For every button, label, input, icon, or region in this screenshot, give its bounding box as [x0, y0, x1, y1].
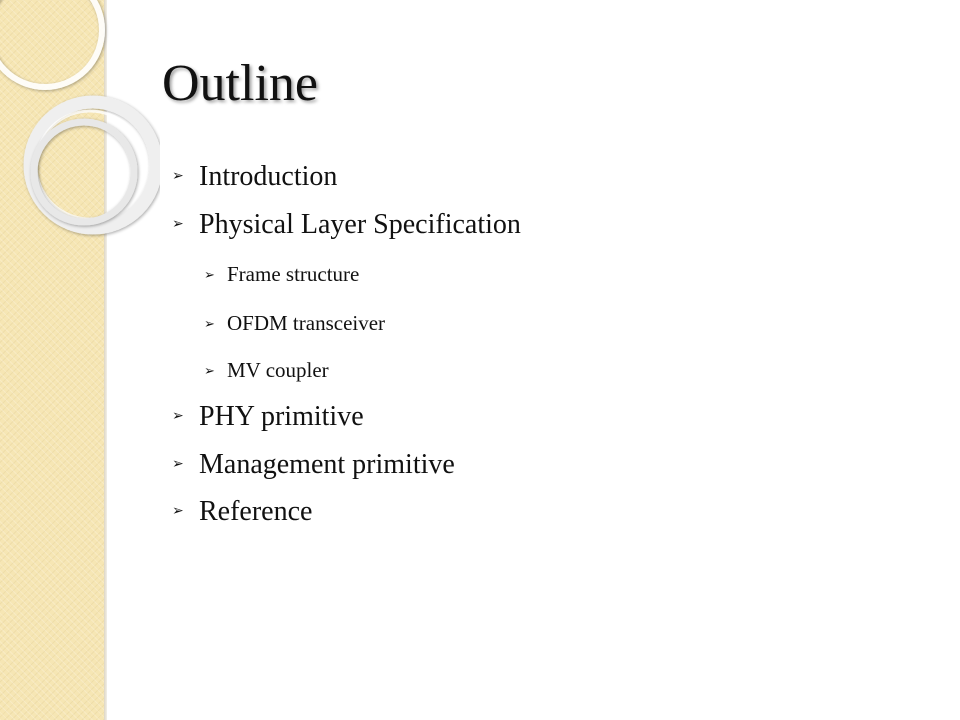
- outline-item-introduction: [172, 163, 337, 191]
- outline-subitem-mv-coupler: [204, 360, 329, 381]
- decorative-ring-top: [0, 0, 102, 87]
- decorative-ring-inner: [36, 111, 144, 219]
- outline-subitem-label: Frame structure: [227, 262, 360, 286]
- outline-subitem-label: MV coupler: [227, 358, 329, 382]
- outline-item-phy-primitive: [172, 403, 364, 431]
- outline-subitem-label: OFDM transceiver: [227, 311, 386, 335]
- decorative-ring-lower: [34, 122, 134, 222]
- arrow-bullet-icon: ➢: [172, 456, 184, 472]
- arrow-bullet-icon: ➢: [172, 168, 184, 184]
- outline-item-label: Physical Layer Specification: [199, 209, 521, 240]
- outline-item-physical-layer: [172, 211, 521, 239]
- outline-item-label: Introduction: [199, 161, 338, 192]
- decorative-rings: [0, 0, 160, 260]
- outline-subitem-frame-structure: [204, 264, 359, 285]
- outline-subitem-ofdm-transceiver: [204, 313, 385, 334]
- arrow-bullet-icon: ➢: [172, 503, 184, 519]
- outline-item-label: Reference: [199, 496, 313, 527]
- outline-item-management-primitive: [172, 451, 455, 479]
- arrow-bullet-icon: ➢: [204, 266, 215, 282]
- slide-title: Outline: [162, 55, 318, 112]
- outline-item-label: Management primitive: [199, 449, 455, 480]
- arrow-bullet-icon: ➢: [204, 315, 215, 331]
- outline-item-label: PHY primitive: [199, 401, 364, 432]
- arrow-bullet-icon: ➢: [204, 362, 215, 378]
- outline-item-reference: [172, 498, 312, 526]
- arrow-bullet-icon: ➢: [172, 408, 184, 424]
- arrow-bullet-icon: ➢: [172, 216, 184, 232]
